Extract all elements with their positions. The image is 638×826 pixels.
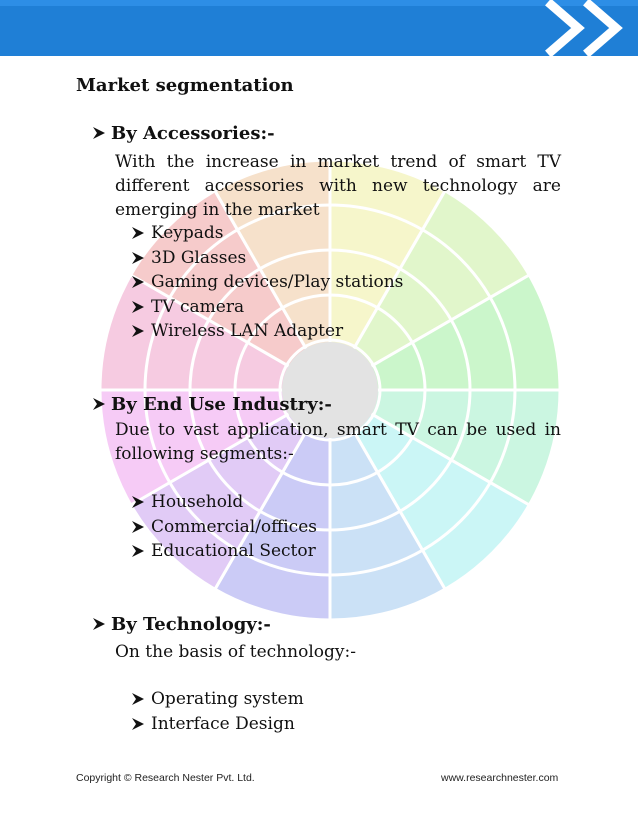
end-use-description: Due to vast application, smart TV can be used in following segments:- (115, 420, 561, 464)
arrow-bullet-icon (131, 226, 145, 240)
list-item: Household (131, 490, 317, 515)
footer-website: www.researchnester.com (441, 772, 559, 784)
list-item: Educational Sector (131, 539, 317, 564)
arrow-bullet-icon (131, 324, 145, 338)
list-item: Keypads (131, 221, 403, 246)
arrow-bullet-icon (92, 617, 106, 631)
list-item: TV camera (131, 295, 403, 320)
list-item: Interface Design (131, 712, 304, 737)
arrow-bullet-icon (131, 300, 145, 314)
arrow-bullet-icon (131, 495, 145, 509)
list-item: Wireless LAN Adapter (131, 319, 403, 344)
list-item: Commercial/offices (131, 515, 317, 540)
arrow-bullet-icon (131, 544, 145, 558)
arrow-bullet-icon (131, 251, 145, 265)
list-item: 3D Glasses (131, 246, 403, 271)
arrow-bullet-icon (131, 692, 145, 706)
technology-list (131, 687, 304, 736)
end-use-list (131, 490, 317, 564)
arrow-bullet-icon (131, 717, 145, 731)
arrow-bullet-icon (92, 126, 106, 140)
accessories-description: With the increase in market trend of smart TV different accessories with new technology are emerging in the market (115, 152, 561, 220)
accessories-list (131, 221, 403, 344)
arrow-bullet-icon (92, 397, 106, 411)
footer-copyright: Copyright © Research Nester Pvt. Ltd. (76, 772, 255, 784)
section-title-technology: By Technology:- (92, 614, 271, 636)
technology-description: On the basis of technology:- (115, 642, 356, 662)
list-item: Gaming devices/Play stations (131, 270, 403, 295)
arrow-bullet-icon (131, 520, 145, 534)
list-item: Operating system (131, 687, 304, 712)
arrow-bullet-icon (131, 275, 145, 289)
header-banner (0, 0, 638, 56)
section-title-accessories: By Accessories:- (92, 123, 275, 145)
page-title: Market segmentation (76, 75, 294, 96)
section-title-end-use: By End Use Industry:- (92, 394, 332, 416)
